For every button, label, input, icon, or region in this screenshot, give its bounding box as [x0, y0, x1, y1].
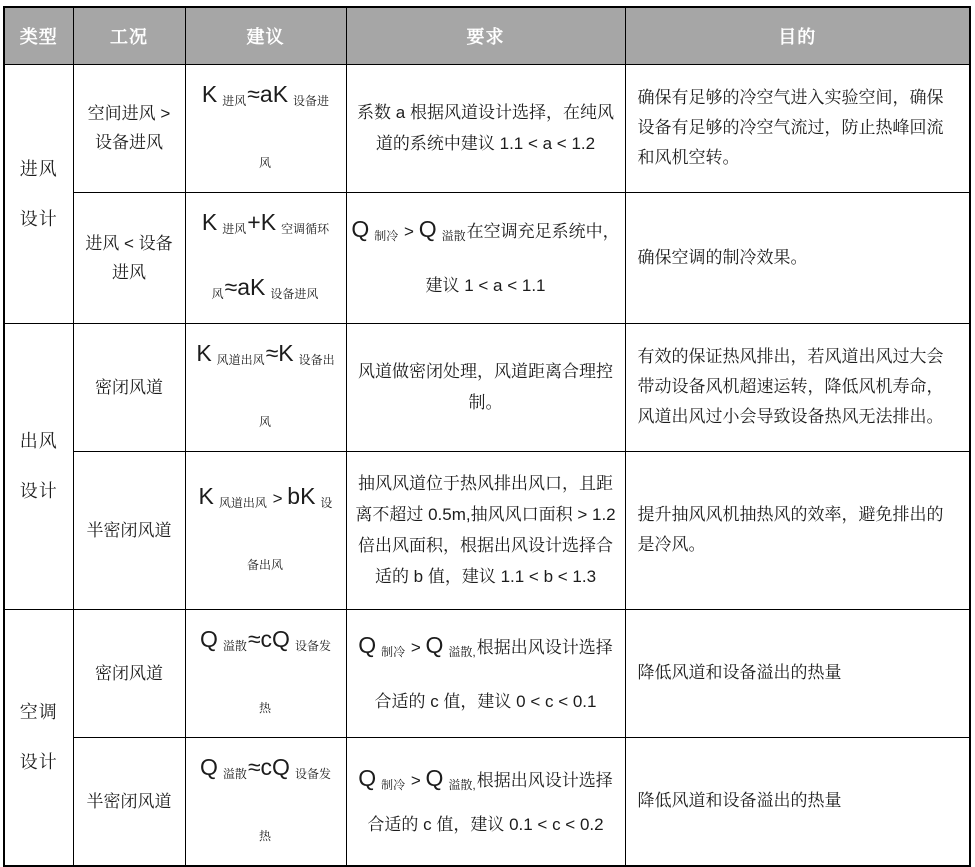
header-row — [4, 7, 970, 64]
table-row-ac-1 — [4, 609, 970, 737]
table-row-outlet-2 — [4, 451, 970, 609]
suggestion-formula: Q $_{溢散}$≈cQ $_{设备发热}$ — [185, 737, 346, 866]
suggestion-formula: Q $_{溢散}$≈cQ $_{设备发热}$ — [185, 609, 346, 737]
condition-cell: 半密闭风道 — [73, 451, 185, 609]
condition-cell: 密闭风道 — [73, 323, 185, 451]
type-cell-intake-design — [4, 64, 73, 323]
col-header-condition: 工况 — [73, 7, 185, 64]
purpose-cell: 降低风道和设备溢出的热量 — [625, 609, 970, 737]
type-line: 出风 — [19, 431, 58, 451]
type-line: 进风 — [19, 158, 58, 179]
suggestion-formula: K $_{进风}$+K $_{空调循环风}$≈aK $_{设备进风}$ — [185, 192, 346, 323]
suggestion-formula: K $_{进风}$≈aK $_{设备进风}$ — [185, 64, 346, 192]
purpose-cell: 降低风道和设备溢出的热量 — [625, 737, 970, 866]
col-header-purpose: 目的 — [625, 7, 970, 64]
purpose-cell: 提升抽风风机抽热风的效率，避免排出的是冷风。 — [625, 451, 970, 609]
type-cell-ac-design — [4, 609, 73, 866]
purpose-cell: 有效的保证热风排出，若风道出风过大会带动设备风机超速运转，降低风机寿命，风道出风过小会导致设备热风无法排出。 — [625, 323, 970, 451]
suggestion-formula: K $_{风道出风}$ > bK $_{设备出风}$ — [185, 451, 346, 609]
suggestion-formula: K $_{风道出风}$≈K $_{设备出风}$ — [185, 323, 346, 451]
table-row-intake-2 — [4, 192, 970, 323]
type-line: 设计 — [19, 481, 58, 501]
condition-cell: 进风 < 设备进风 — [73, 192, 185, 323]
requirement-cell: 风道做密闭处理，风道距离合理控制。 — [346, 323, 625, 451]
table-row-ac-2 — [4, 737, 970, 866]
purpose-cell: 确保空调的制冷效果。 — [625, 192, 970, 323]
condition-cell: 密闭风道 — [73, 609, 185, 737]
requirement-cell: 抽风风道位于热风排出风口，且距离不超过 0.5m,抽风风口面积 > 1.2 倍出风面积，根据出风设计选择合适的 b 值，建议 1.1 < b < 1.3 — [346, 451, 625, 609]
col-header-type: 类型 — [4, 7, 73, 64]
condition-cell: 空间进风 > 设备进风 — [73, 64, 185, 192]
type-line: 设计 — [19, 208, 58, 229]
condition-cell: 半密闭风道 — [73, 737, 185, 866]
col-header-suggestion: 建议 — [185, 7, 346, 64]
requirement-cell: Q $_{制冷}$ > Q $_{溢散,}$根据出风设计选择合适的 c 值，建议 0 < c < 0.1 — [346, 609, 625, 737]
table-row-outlet-1 — [4, 323, 970, 451]
requirement-cell: Q $_{制冷}$ > Q $_{溢散}$在空调充足系统中，建议 1 < a < 1.1 — [346, 192, 625, 323]
requirement-cell: 系数 a 根据风道设计选择，在纯风道的系统中建议 1.1 < a < 1.2 — [346, 64, 625, 192]
purpose-cell: 确保有足够的冷空气进入实验空间，确保设备有足够的冷空气流过，防止热峰回流和风机空转。 — [625, 64, 970, 192]
requirement-cell: Q $_{制冷}$ > Q $_{溢散,}$根据出风设计选择合适的 c 值，建议 0.1 < c < 0.2 — [346, 737, 625, 866]
table-row-intake-1 — [4, 64, 970, 192]
col-header-requirement: 要求 — [346, 7, 625, 64]
ventilation-design-table — [3, 6, 971, 867]
type-line: 设计 — [19, 752, 58, 772]
type-cell-outlet-design — [4, 323, 73, 609]
type-line: 空调 — [19, 702, 58, 722]
